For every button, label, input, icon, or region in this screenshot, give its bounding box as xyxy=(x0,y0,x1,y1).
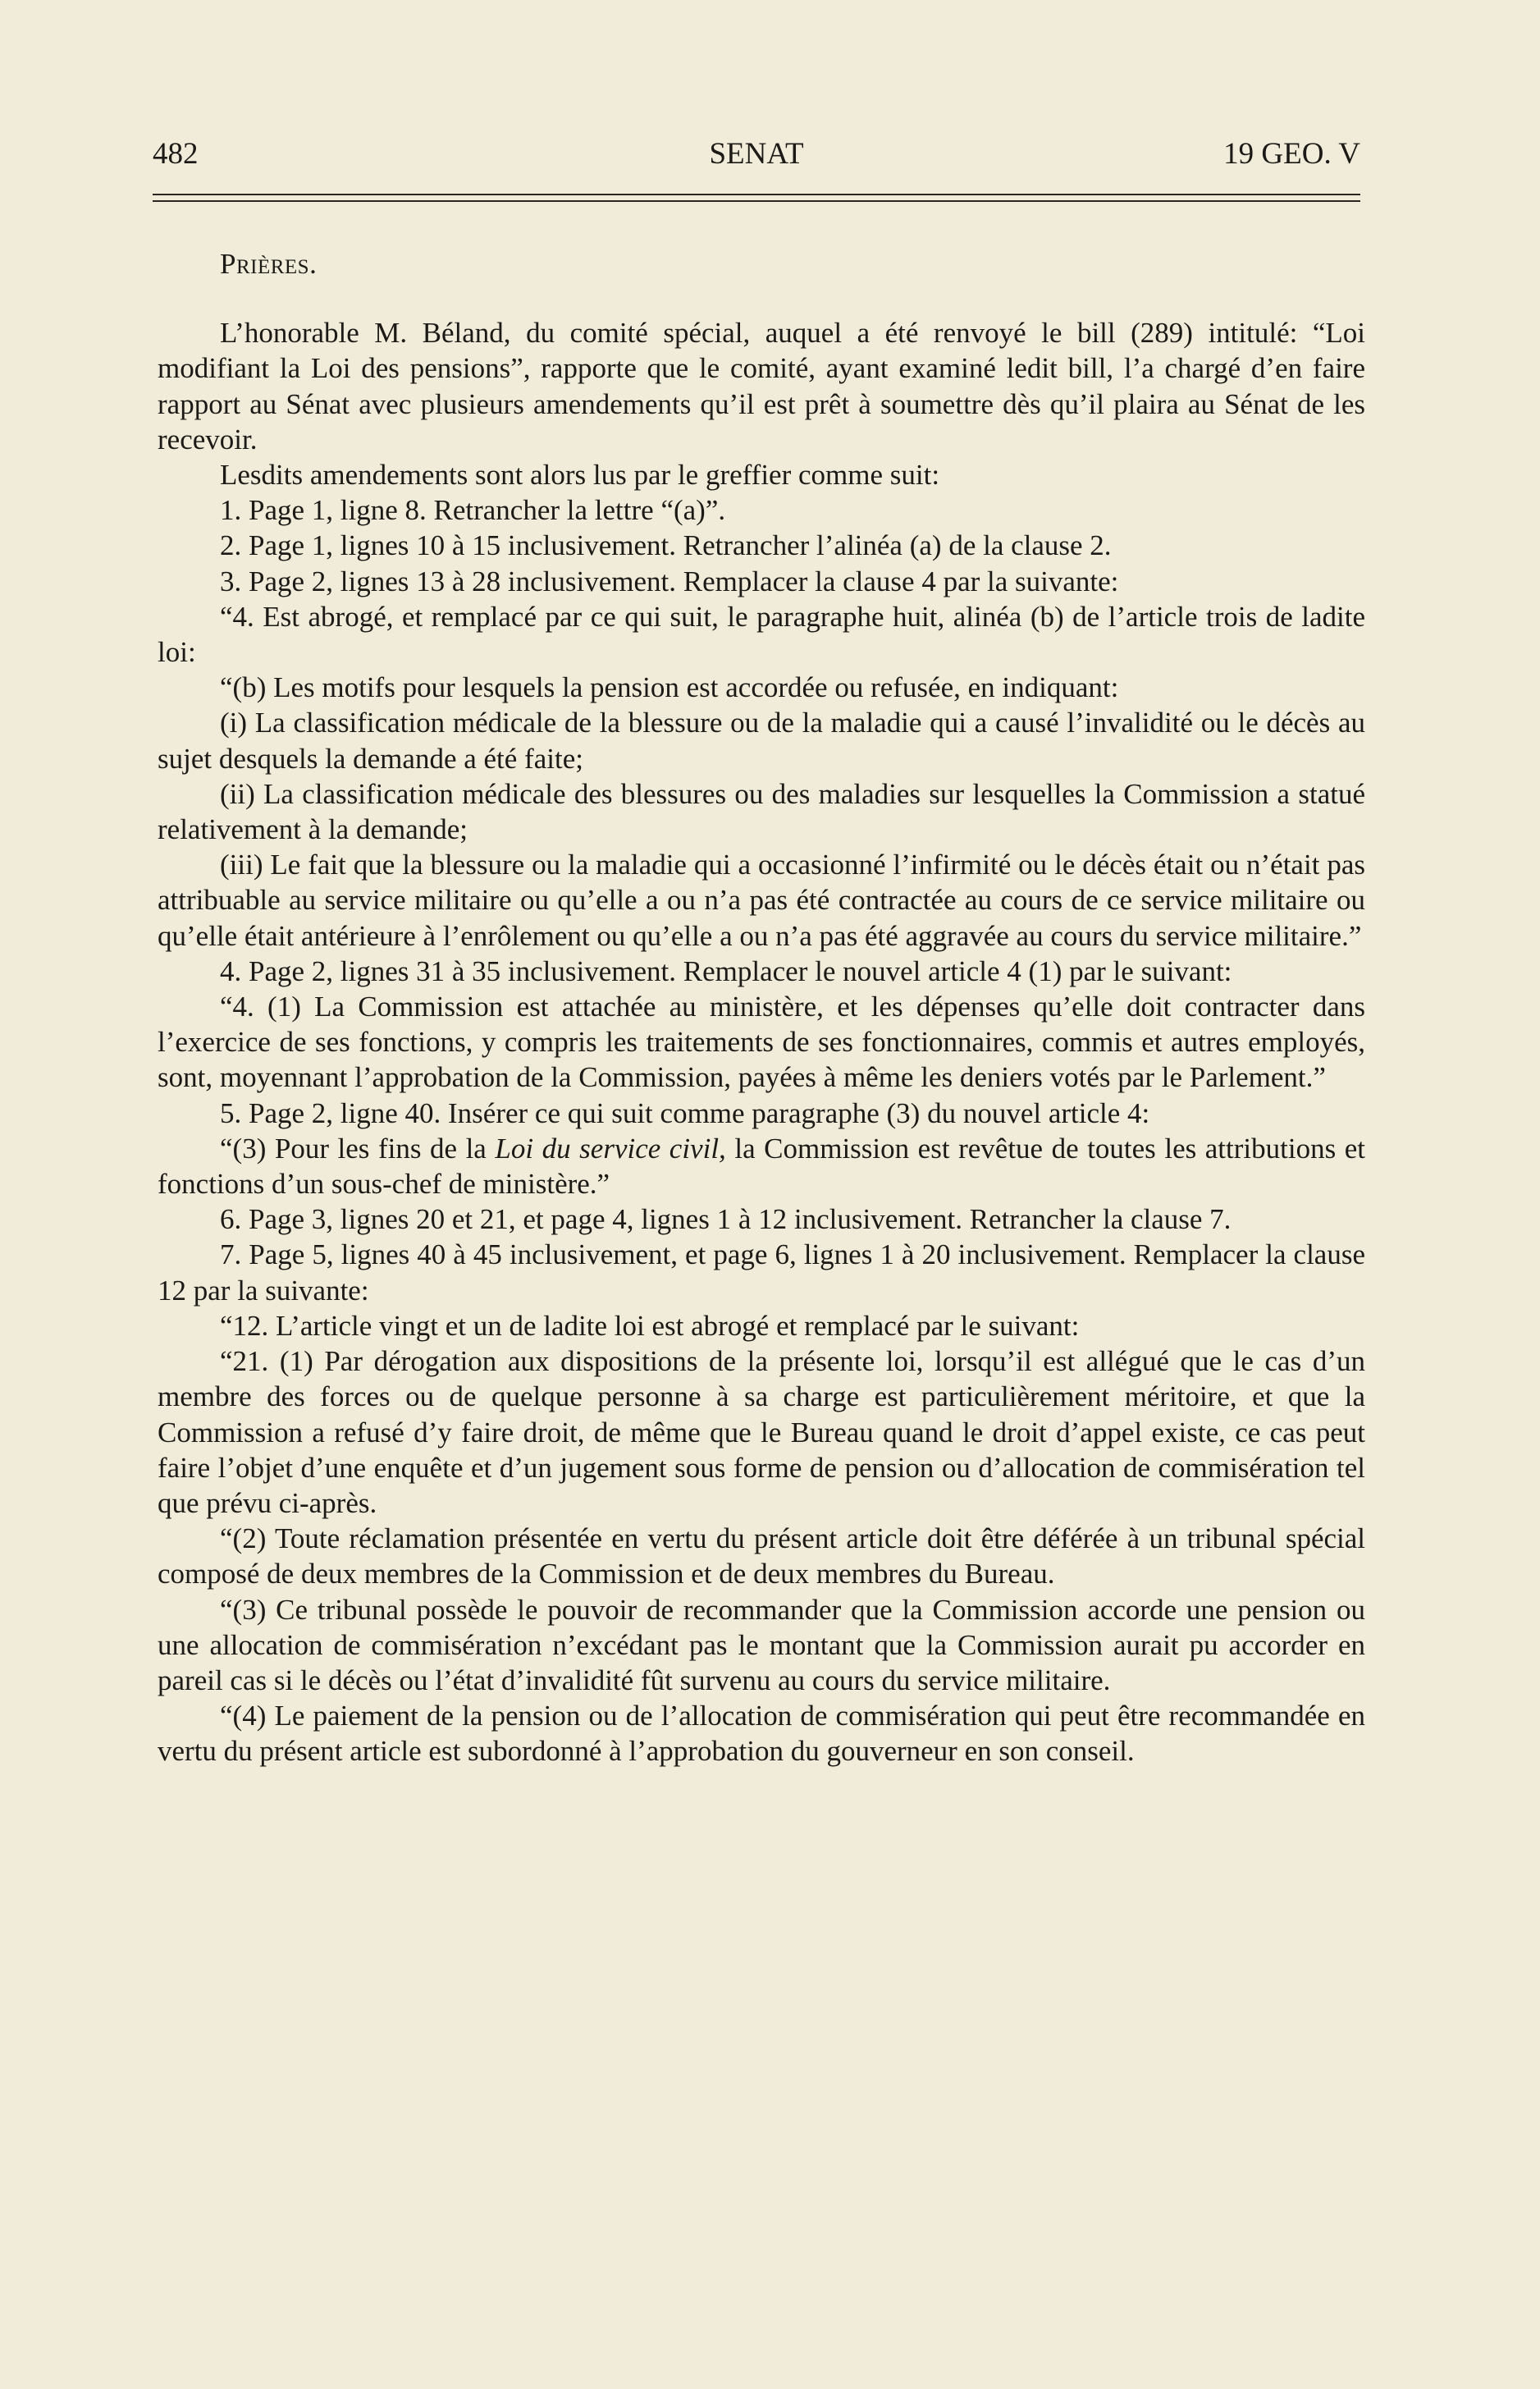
header-rule-bottom xyxy=(153,200,1360,202)
paragraph: “12. L’article vingt et un de ladite loi est abrogé et remplacé par le suivant: xyxy=(220,1309,1080,1342)
paragraph: 1. Page 1, ligne 8. Retrancher la lettre “(a)”. xyxy=(220,494,726,527)
paragraph: 3. Page 2, lignes 13 à 28 inclusivement. Remplacer la clause 4 par la suivante: xyxy=(220,565,1119,597)
header-rule-top xyxy=(153,194,1360,195)
paragraph: “4. (1) La Commission est attachée au ministère, et les dépenses qu’elle doit contracter dans l’exercice de ses fonctions, y compris les traitements de ses fonctionnaires, commis et autres employés, sont, moyennant l’approbation de la Commission, payées à même les deniers votés par le Parlement.” xyxy=(158,991,1365,1094)
paragraph: L’honorable M. Béland, du comité spécial, auquel a été renvoyé le bill (289) intitulé: “Loi modifiant la Loi des pensions”, rapporte que le comité, ayant examiné ledit bill, l’a chargé d’en faire rapport au Sénat avec plusieurs amendements qu’il est prêt à soumettre dès qu’il plaira au Sénat de les recevoir. xyxy=(158,317,1365,455)
paragraph: (ii) La classification médicale des blessures ou des maladies sur lesquelles la Commission a statué relativement à la demande; xyxy=(158,777,1365,846)
paragraph: 4. Page 2, lignes 31 à 35 inclusivement. Remplacer le nouvel article 4 (1) par le suivant: xyxy=(220,954,1232,987)
running-title: SENAT xyxy=(709,137,804,171)
paragraph: 6. Page 3, lignes 20 et 21, et page 4, lignes 1 à 12 inclusivement. Retrancher la clause 7. xyxy=(220,1203,1232,1236)
paragraph xyxy=(158,1131,1365,1201)
paragraph: “(b) Les motifs pour lesquels la pension est accordée ou refusée, en indiquant: xyxy=(220,671,1119,704)
text-run: “(3) Pour les fins de la xyxy=(220,1132,496,1165)
document-body xyxy=(158,246,1365,1769)
paragraph: 2. Page 1, lignes 10 à 15 inclusivement. Retrancher l’alinéa (a) de la clause 2. xyxy=(220,529,1112,562)
paragraph: “(3) Ce tribunal possède le pouvoir de recommander que la Commission accorde une pension ou une allocation de commisération n’excédant pas le montant que la Commission aurait pu accorder en pareil cas si le décès ou l’état d’invalidité fût survenu au cours du service militaire. xyxy=(158,1593,1365,1696)
paragraph: 5. Page 2, ligne 40. Insérer ce qui suit comme paragraphe (3) du nouvel article 4: xyxy=(220,1096,1150,1129)
paragraph: “4. Est abrogé, et remplacé par ce qui suit, le paragraphe huit, alinéa (b) de l’article trois de ladite loi: xyxy=(158,600,1365,669)
volume-label: 19 GEO. V xyxy=(1223,137,1360,171)
paragraph: “(2) Toute réclamation présentée en vertu du présent article doit être déférée à un tribunal spécial composé de deux membres de la Commission et de deux membres du Bureau. xyxy=(158,1522,1365,1590)
page-number: 482 xyxy=(153,137,199,171)
page-header xyxy=(153,136,1360,185)
paragraph: Lesdits amendements sont alors lus par le greffier comme suit: xyxy=(220,459,940,492)
text-run: la Commission est revêtue de toutes les attributions et fonctions d’un sous-chef de ministère.” xyxy=(158,1132,1365,1201)
section-heading: Prières. xyxy=(220,248,318,280)
italic-law-title: Loi du service civil, xyxy=(495,1132,726,1165)
paragraph: (i) La classification médicale de la blessure ou de la maladie qui a causé l’invalidité ou le décès au sujet desquels la demande a été faite; xyxy=(158,707,1365,775)
paragraph: “21. (1) Par dérogation aux dispositions de la présente loi, lorsqu’il est allégué que le cas d’un membre des forces ou de quelque personne à sa charge est particulièrement méritoire, et que la Commission a refusé d’y faire droit, de même que le Bureau quand le droit d’appel existe, ce cas peut faire l’objet d’une enquête et d’un jugement sous forme de pension ou d’allocation de commisération tel que prévu ci-après. xyxy=(158,1345,1365,1519)
paragraph: 7. Page 5, lignes 40 à 45 inclusivement, et page 6, lignes 1 à 20 inclusivement. Remplacer la clause 12 par la suivante: xyxy=(158,1238,1365,1307)
paragraph: “(4) Le paiement de la pension ou de l’allocation de commisération qui peut être recommandée en vertu du présent article est subordonné à l’approbation du gouverneur en son conseil. xyxy=(158,1700,1365,1768)
paragraph: (iii) Le fait que la blessure ou la maladie qui a occasionné l’infirmité ou le décès était ou n’était pas attribuable au service militaire ou qu’elle a ou n’a pas été contractée au cours de ce service militaire ou qu’elle était antérieure à l’enrôlement ou qu’elle a ou n’a pas été aggravée au cours du service militaire.” xyxy=(158,849,1365,952)
